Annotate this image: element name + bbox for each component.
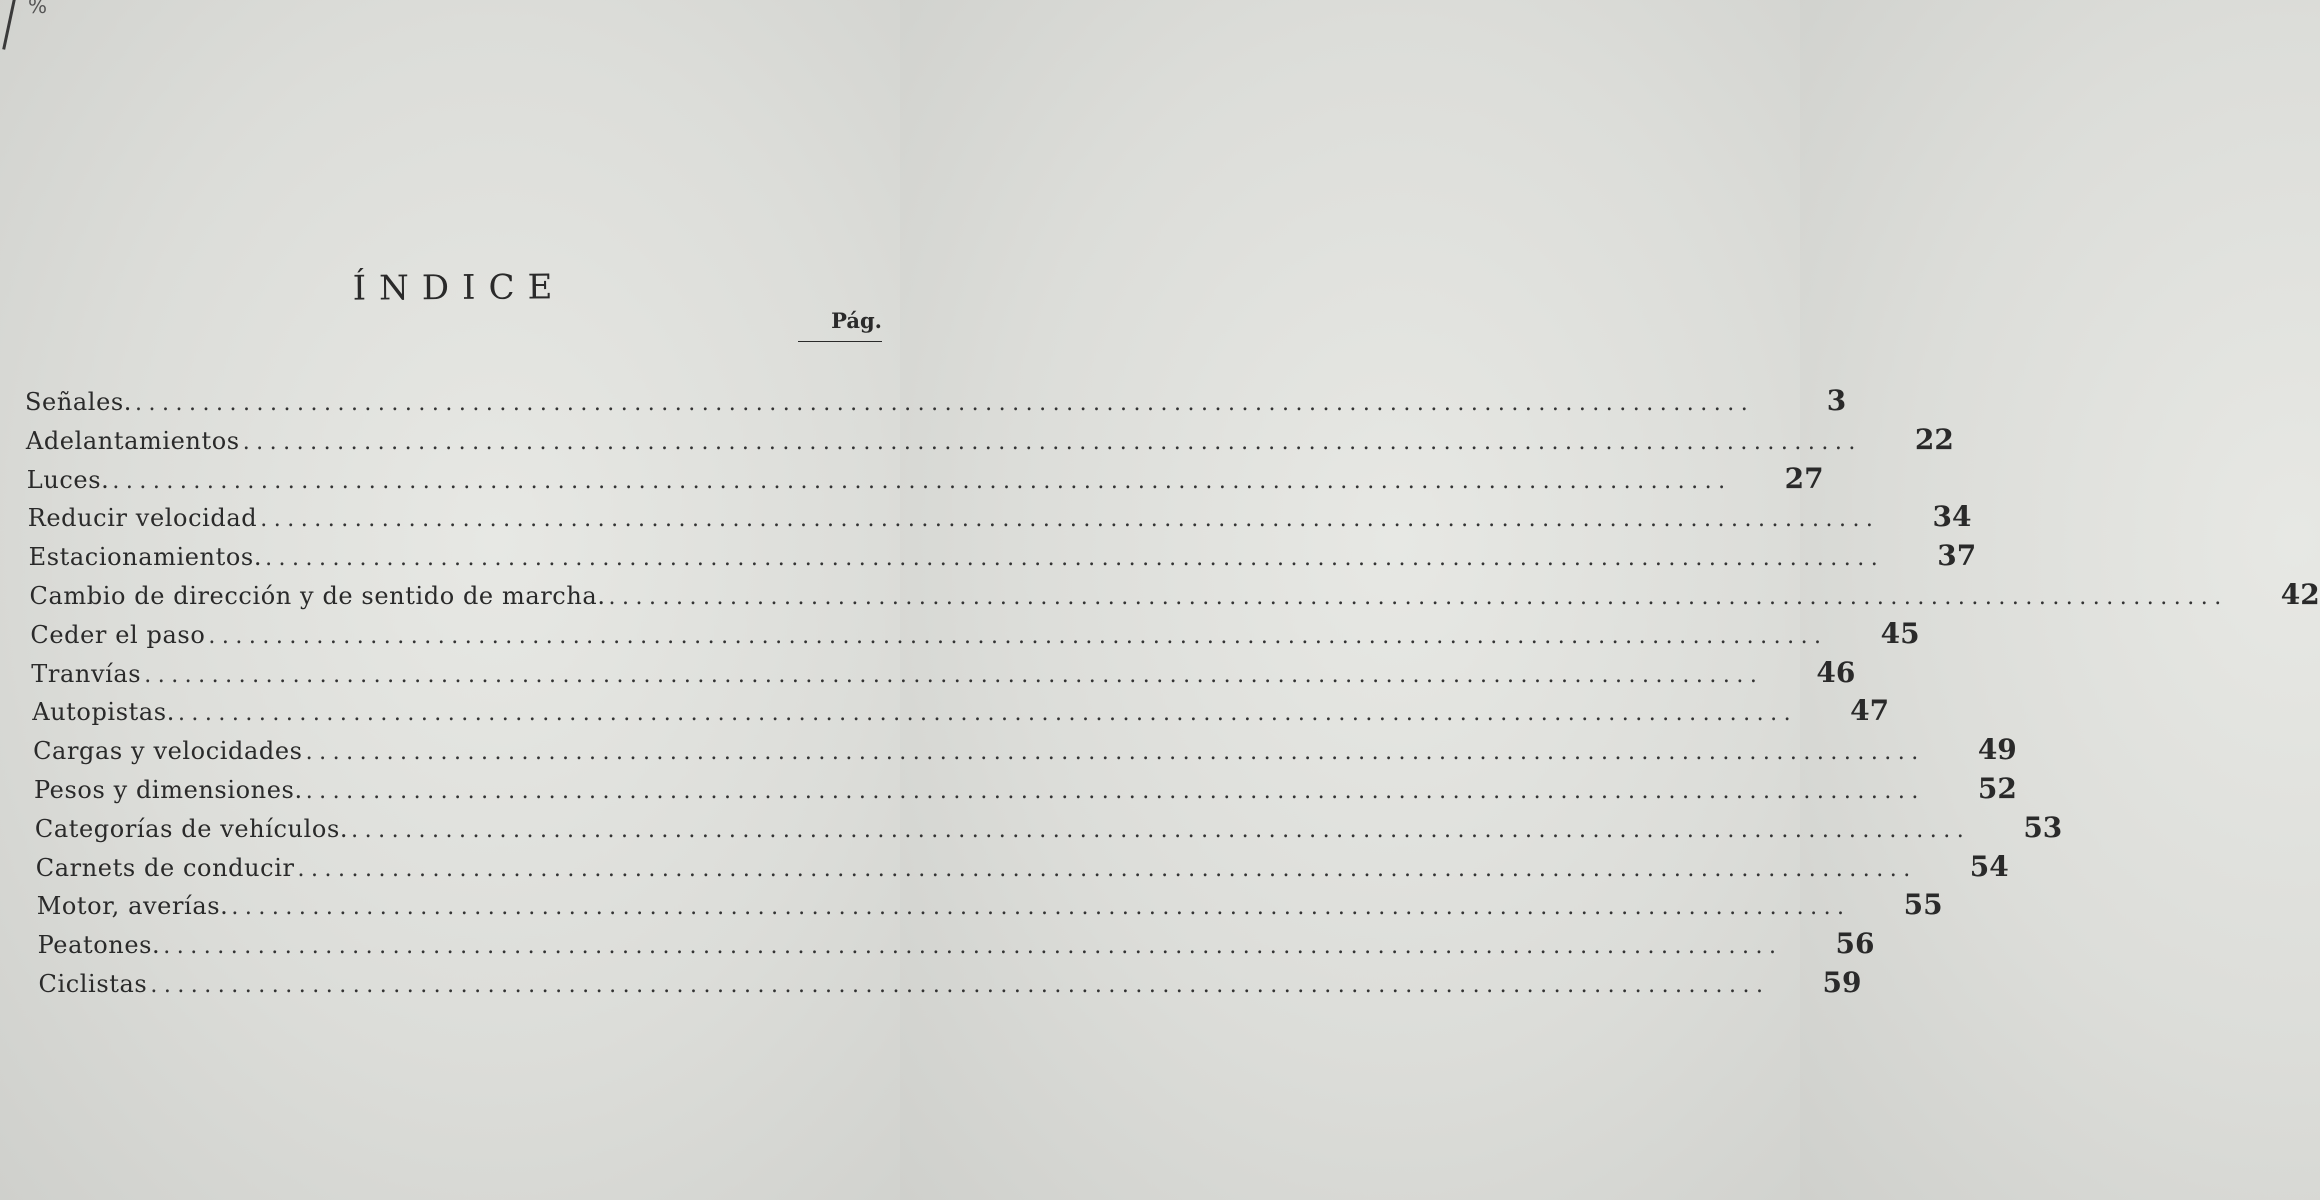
- toc-entry-page: 45: [1880, 616, 1920, 650]
- toc-entry-page: 49: [1977, 733, 2017, 767]
- dot-leader: ........................................................................................................................: [177, 701, 1798, 727]
- toc-entry-page: 46: [1816, 655, 1856, 689]
- toc-entry-page: 59: [1822, 966, 1862, 999]
- page-column-header: Pág.: [798, 308, 882, 342]
- toc-entry-page: 22: [1914, 422, 1954, 456]
- toc-entry: [27, 500, 1972, 536]
- toc-entry-page: 52: [1977, 772, 2017, 805]
- dot-leader: ........................................................................................................................: [208, 623, 1828, 649]
- toc-entry: [31, 655, 1856, 692]
- toc-entry-label: Cambio de dirección y de sentido de marcha.: [29, 582, 606, 610]
- dot-leader: ........................................................................................................................: [265, 546, 1885, 572]
- toc-entry-label: Pesos y dimensiones.: [34, 776, 303, 804]
- dot-leader: ........................................................................................................................: [260, 507, 1880, 533]
- dot-leader: ........................................................................................................................: [297, 856, 1917, 882]
- dot-leader: ........................................................................................................................: [112, 468, 1732, 494]
- toc-entry-label: Motor, averías.: [36, 892, 229, 921]
- toc-entry-label: Adelantamientos: [25, 426, 240, 455]
- toc-entry-page: 34: [1932, 500, 1972, 534]
- toc-entry: [29, 578, 2320, 614]
- toc-entry-label: Ciclistas: [38, 970, 148, 998]
- toc-entry-label: Ceder el paso: [30, 620, 206, 649]
- toc-entry-label: Categorías de vehículos.: [34, 814, 349, 843]
- index-title: ÍNDICE: [352, 267, 566, 309]
- toc-entry-label: Autopistas.: [32, 698, 175, 727]
- dot-leader: ........................................................................................................................: [150, 973, 1770, 998]
- toc-entry: [25, 422, 1954, 459]
- toc-entry: [33, 733, 2017, 769]
- corner-mark: %: [28, 0, 48, 18]
- toc-entry-label: Reducir velocidad: [27, 504, 258, 533]
- dot-leader: ........................................................................................................................: [305, 740, 1925, 766]
- toc-entry: [34, 772, 2017, 808]
- toc-entry: [26, 461, 1824, 498]
- toc-entry-label: Señales.: [25, 388, 133, 416]
- dot-leader: ........................................................................................................................: [135, 391, 1755, 416]
- toc-entry-label: Carnets de conducir: [35, 853, 295, 882]
- toc-entry-page: 54: [1969, 849, 2009, 883]
- toc-entry: [28, 539, 1977, 575]
- toc-entry-label: Luces.: [26, 465, 110, 494]
- toc-entry-label: Estacionamientos.: [28, 543, 263, 572]
- dot-leader: ........................................................................................................................: [608, 585, 2228, 610]
- toc-entry: [34, 810, 2063, 847]
- toc-entry-label: Cargas y velocidades: [33, 737, 303, 766]
- toc-entry-page: 56: [1835, 927, 1875, 961]
- dot-leader: ........................................................................................................................: [351, 817, 1971, 843]
- toc-entry-page: 47: [1850, 694, 1890, 728]
- toc-entry: [35, 849, 2009, 886]
- toc-entry-page: 42: [2280, 578, 2320, 611]
- dot-leader: ........................................................................................................................: [144, 662, 1764, 688]
- toc-entry-page: 55: [1903, 888, 1943, 922]
- toc-entry: [32, 694, 1890, 730]
- dot-leader: ........................................................................................................................: [231, 895, 1851, 921]
- toc-entry: [25, 384, 1847, 420]
- toc-entry-label: Tranvías: [31, 659, 142, 688]
- toc-entry-page: 27: [1784, 461, 1824, 495]
- toc-entry-page: 3: [1826, 384, 1847, 417]
- toc-entry: [36, 888, 1943, 924]
- dot-leader: ........................................................................................................................: [242, 429, 1862, 455]
- toc-entry-page: 53: [2023, 810, 2063, 844]
- toc-entry: [30, 616, 1920, 653]
- toc-entry-page: 37: [1937, 539, 1977, 573]
- dot-leader: ........................................................................................................................: [305, 779, 1925, 804]
- toc-entry-label: Peatones.: [37, 931, 161, 960]
- toc-entry: [37, 927, 1875, 963]
- dot-leader: ........................................................................................................................: [163, 934, 1783, 960]
- toc-entry: [38, 966, 1862, 1002]
